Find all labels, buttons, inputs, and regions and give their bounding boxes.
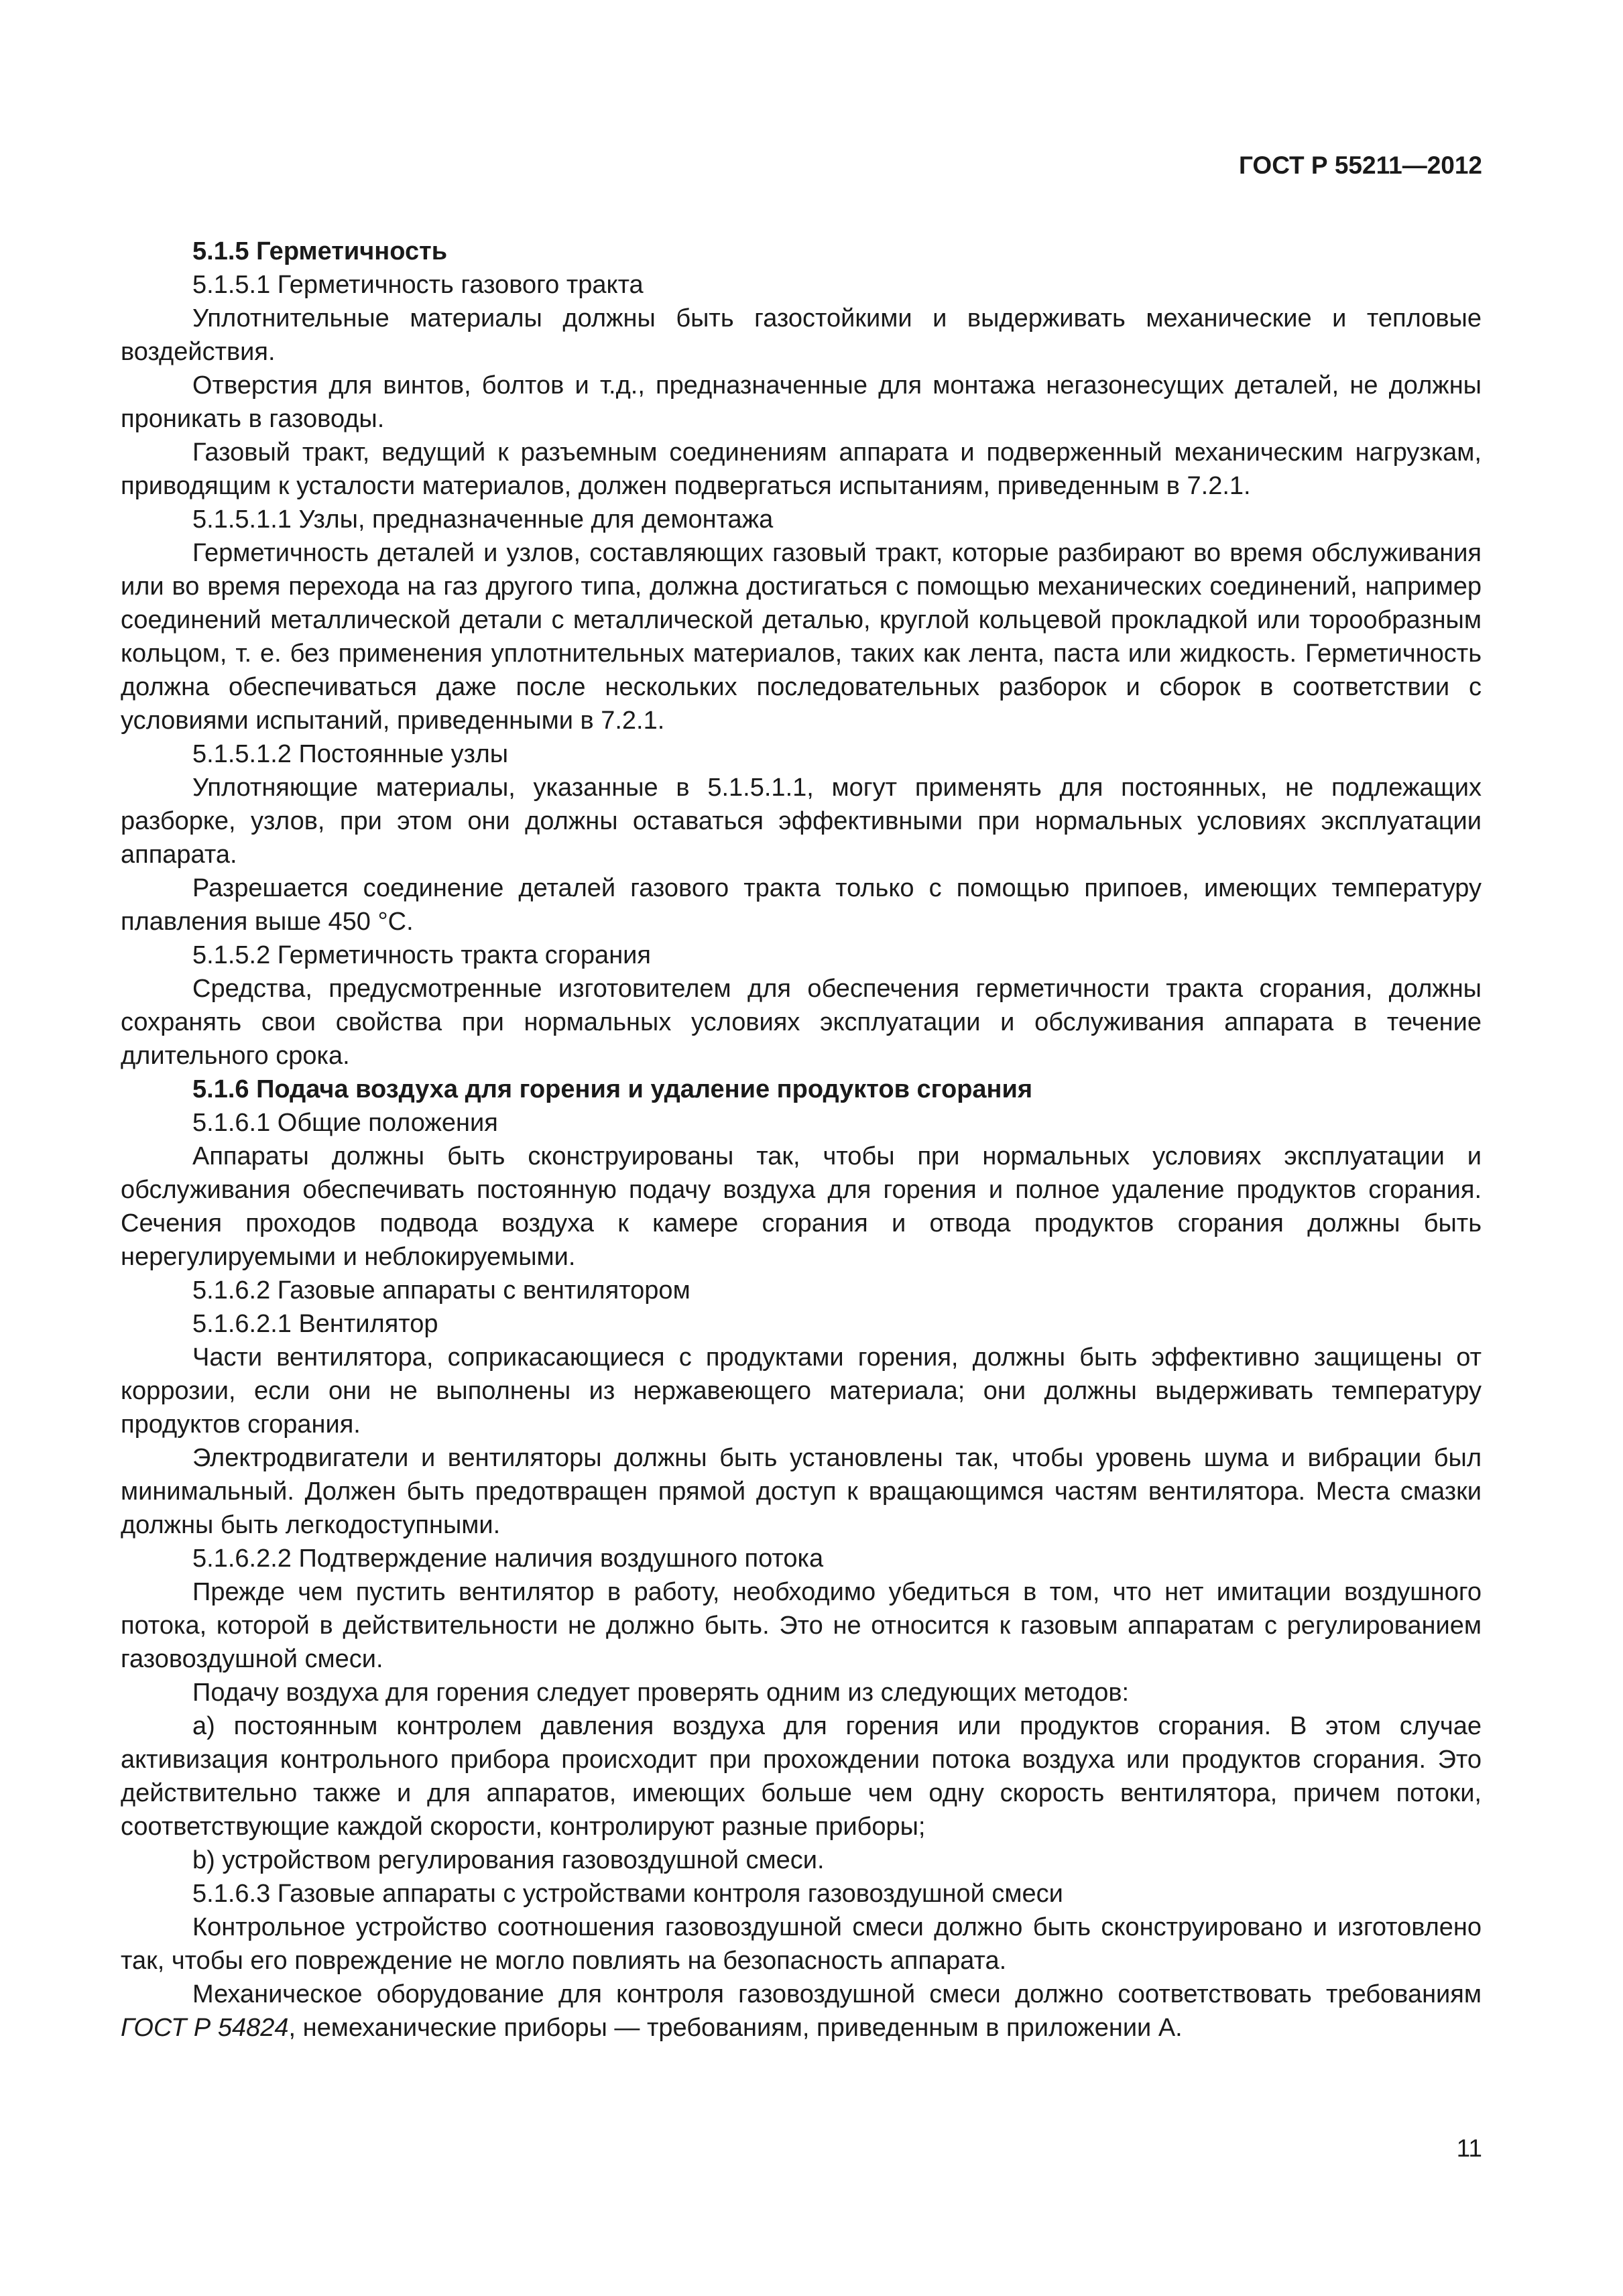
- paragraph-text-end: , немеханические приборы — требованиям, приведенным в приложении А.: [288, 2014, 1183, 2042]
- document-code-header: ГОСТ Р 55211—2012: [1238, 152, 1482, 179]
- paragraph: Электродвигатели и вентиляторы должны быть установлены так, чтобы уровень шума и вибрации был минимальный. Должен быть предотвращен прямой доступ к вращающимся частям вентилятора. Места смазки должны быть легкодоступными.: [121, 1444, 1482, 1539]
- subsection-heading-5-1-5-1-2: 5.1.5.1.2 Постоянные узлы: [192, 740, 509, 768]
- list-item-b: b) устройством регулирования газовоздушной смеси.: [192, 1846, 825, 1874]
- paragraph: Герметичность деталей и узлов, составляющих газовый тракт, которые разбирают во время обслуживания или во время перехода на газ другого типа, должна достигаться с помощью механических соединений, например соединений металлической детали с металлической деталью, круглой кольцевой прокладкой или торообразным кольцом, т. е. без применения уплотнительных материалов, таких как лента, паста или жидкость. Герметичность должна обеспечиваться даже после нескольких последовательных разборок и сборок в соответствии с условиями испытаний, приведенными в 7.2.1.: [121, 539, 1482, 735]
- paragraph: Уплотнительные материалы должны быть газостойкими и выдерживать механические и тепловые воздействия.: [121, 304, 1482, 366]
- subsection-heading-5-1-5-1: 5.1.5.1 Герметичность газового тракта: [192, 271, 644, 299]
- paragraph: Части вентилятора, соприкасающиеся с продуктами горения, должны быть эффективно защищены от коррозии, если они не выполнены из нержавеющего материала; они должны выдерживать температуру продуктов сгорания.: [121, 1343, 1482, 1439]
- paragraph: Подачу воздуха для горения следует проверять одним из следующих методов:: [192, 1679, 1130, 1707]
- standard-reference: ГОСТ Р 54824: [121, 2014, 289, 2042]
- paragraph: Газовый тракт, ведущий к разъемным соединениям аппарата и подверженный механическим нагрузкам, приводящим к усталости материалов, должен подвергаться испытаниям, приведенным в 7.2.1.: [121, 438, 1482, 500]
- subsection-heading-5-1-6-2-1: 5.1.6.2.1 Вентилятор: [192, 1310, 438, 1338]
- paragraph-text-start: Механическое оборудование для контроля газовоздушной смеси должно соответствовать требованиям: [192, 1980, 1482, 2008]
- subsection-heading-5-1-6-2: 5.1.6.2 Газовые аппараты с вентилятором: [192, 1276, 690, 1305]
- section-heading-5-1-6: 5.1.6 Подача воздуха для горения и удаление продуктов сгорания: [192, 1075, 1033, 1103]
- paragraph: Средства, предусмотренные изготовителем для обеспечения герметичности тракта сгорания, должны сохранять свои свойства при нормальных условиях эксплуатации и обслуживания аппарата в течение длительного срока.: [121, 975, 1482, 1070]
- document-body: [121, 235, 1482, 2045]
- subsection-heading-5-1-5-2: 5.1.5.2 Герметичность тракта сгорания: [192, 941, 651, 969]
- paragraph: Разрешается соединение деталей газового тракта только с помощью припоев, имеющих температуру плавления выше 450 °С.: [121, 874, 1482, 936]
- page-number: 11: [1456, 2134, 1482, 2162]
- subsection-heading-5-1-6-2-2: 5.1.6.2.2 Подтверждение наличия воздушного потока: [192, 1545, 824, 1573]
- subsection-heading-5-1-6-1: 5.1.6.1 Общие положения: [192, 1109, 498, 1137]
- subsection-heading-5-1-6-3: 5.1.6.3 Газовые аппараты с устройствами контроля газовоздушной смеси: [192, 1880, 1063, 1908]
- section-heading-5-1-5: 5.1.5 Герметичность: [192, 237, 448, 265]
- paragraph-with-standard-reference: [121, 1978, 1482, 2045]
- paragraph: Аппараты должны быть сконструированы так, чтобы при нормальных условиях эксплуатации и обслуживания обеспечивать постоянную подачу воздуха для горения и полное удаление продуктов сгорания. Сечения проходов подвода воздуха к камере сгорания и отвода продуктов сгорания должны быть нерегулируемыми и неблокируемыми.: [121, 1142, 1482, 1271]
- paragraph: Уплотняющие материалы, указанные в 5.1.5.1.1, могут применять для постоянных, не подлежащих разборке, узлов, при этом они должны оставаться эффективными при нормальных условиях эксплуатации аппарата.: [121, 774, 1482, 869]
- paragraph: Отверстия для винтов, болтов и т.д., предназначенные для монтажа негазонесущих деталей, не должны проникать в газоводы.: [121, 371, 1482, 433]
- subsection-heading-5-1-5-1-1: 5.1.5.1.1 Узлы, предназначенные для демонтажа: [192, 505, 774, 534]
- list-item-a: а) постоянным контролем давления воздуха для горения или продуктов сгорания. В этом случае активизация контрольного прибора происходит при прохождении потока воздуха или продуктов сгорания. Это действительно также и для аппаратов, имеющих больше чем одну скорость вентилятора, причем потоки, соответствующие каждой скорости, контролируют разные приборы;: [121, 1712, 1482, 1841]
- paragraph: Прежде чем пустить вентилятор в работу, необходимо убедиться в том, что нет имитации воздушного потока, которой в действительности не должно быть. Это не относится к газовым аппаратам с регулированием газовоздушной смеси.: [121, 1578, 1482, 1673]
- paragraph: Контрольное устройство соотношения газовоздушной смеси должно быть сконструировано и изготовлено так, чтобы его повреждение не могло повлиять на безопасность аппарата.: [121, 1913, 1482, 1975]
